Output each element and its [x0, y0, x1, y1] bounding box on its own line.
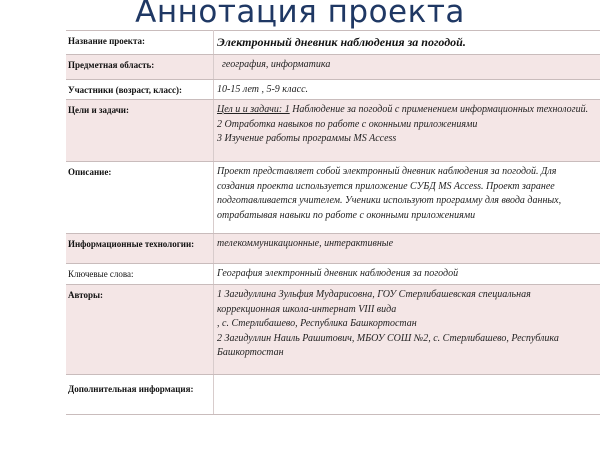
goals-line-1-text: Наблюдение за погодой с применением информационных технологий. [289, 104, 589, 115]
value-subject-area [214, 55, 600, 80]
value-technologies: телекоммуникационные, интерактивные [214, 234, 600, 264]
authors-line-1: 1 Загидуллина Зульфия Мударисовна, ГОУ Стерлибашевская специальная коррекционная школа-интернат VIII вида [217, 289, 531, 315]
page-title: Аннотация проекта [135, 0, 465, 30]
authors-line-2: , с. Стерлибашево, Республика Башкортостан [217, 318, 417, 329]
row-additional-info [66, 375, 600, 415]
row-goals [66, 100, 600, 162]
project-name-text: Электронный дневник наблюдения за погодой. [217, 35, 466, 49]
value-description: Проект представляет собой электронный дневник наблюдения за погодой. Для создания проекта используется приложение СУБД MS Access. Проект заранее подготавливается учителем. Ученики используют программу для ввода данных, отрабатывая навыки по работе с оконными приложениями [214, 162, 600, 234]
label-additional-info: Дополнительная информация: [66, 375, 214, 415]
value-keywords: География электронный дневник наблюдения за погодой [214, 264, 600, 285]
value-additional-info [214, 375, 600, 415]
annotation-table [66, 30, 600, 415]
value-project-name [214, 31, 600, 55]
label-authors: Авторы: [66, 285, 214, 375]
goals-line-1 [217, 104, 588, 115]
row-description [66, 162, 600, 234]
label-goals: Цели и задачи: [66, 100, 214, 162]
subject-area-text: география, информатика [222, 59, 331, 70]
goals-line-2: 2 Отработка навыков по работе с оконными приложениями [217, 118, 478, 130]
row-keywords [66, 264, 600, 285]
label-subject-area: Предметная область: [66, 55, 214, 80]
label-project-name: Название проекта: [66, 31, 214, 55]
goals-prefix: Цел и и задачи: 1 [217, 104, 290, 115]
row-subject-area [66, 55, 600, 80]
value-participants: 10-15 лет , 5-9 класс. [214, 80, 600, 100]
row-technologies [66, 234, 600, 264]
label-description: Описание: [66, 162, 214, 234]
authors-line-3: 2 Загидуллин Наиль Рашитович, МБОУ СОШ №2, с. Стерлибашево, Республика Башкортостан [217, 332, 559, 358]
value-authors [214, 285, 600, 375]
label-participants: Участники (возраст, класс): [66, 80, 214, 100]
value-goals [214, 100, 600, 162]
label-technologies: Информационные технологии: [66, 234, 214, 264]
row-participants [66, 80, 600, 100]
label-keywords: Ключевые слова: [66, 264, 214, 285]
goals-line-3: 3 Изучение работы программы MS Access [217, 133, 397, 144]
row-authors [66, 285, 600, 375]
row-project-name [66, 31, 600, 55]
